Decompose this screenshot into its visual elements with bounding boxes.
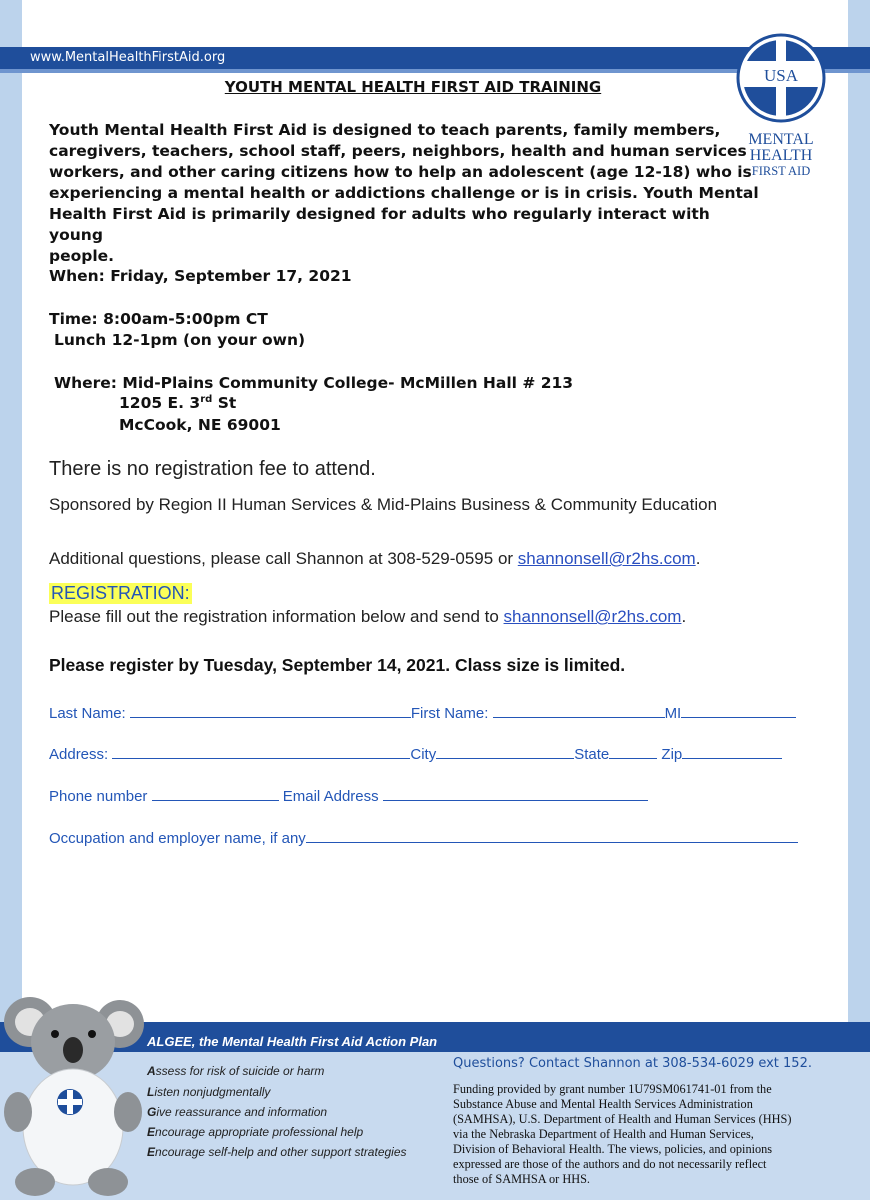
registration-instructions [49,607,686,627]
intro-line: people. [49,247,115,265]
street-ordinal: rd [200,394,213,405]
city-field[interactable] [436,744,574,759]
state-field[interactable] [609,744,657,759]
algee-step [147,1105,327,1119]
registration-end: . [681,607,687,626]
event-lunch: Lunch 12-1pm (on your own) [54,331,306,349]
logo-usa-text: USA [763,66,799,85]
algee-step [147,1085,270,1099]
algee-letter: E [147,1125,156,1139]
form-row-name [49,703,796,722]
address-label: Address: [49,746,109,763]
algee-letter: G [147,1105,157,1119]
event-date: When: Friday, September 17, 2021 [49,267,352,285]
email-label: Email Address [282,788,379,805]
website-url[interactable]: www.MentalHealthFirstAid.org [30,50,226,65]
logo-line-3: FIRST AID [751,164,811,178]
questions-end: . [695,549,701,568]
form-row-contact [49,786,648,805]
funding-line: via the Nebraska Department of Health and Human Services, [453,1127,754,1141]
algee-letter: L [147,1085,155,1099]
state-label: State [574,746,610,763]
registration-text: Please fill out the registration information below and send to [49,607,504,626]
funding-line: (SAMHSA), U.S. Department of Health and Human Services (HHS) [453,1112,792,1126]
last-name-label: Last Name: [49,705,126,722]
occupation-field[interactable] [306,828,798,843]
no-fee-notice: There is no registration fee to attend. [49,458,376,480]
registration-heading: REGISTRATION: [51,583,190,603]
mi-label: MI [664,705,682,722]
questions-line [49,549,700,569]
zip-field[interactable] [682,744,782,759]
funding-line: those of SAMHSA or HHS. [453,1172,590,1186]
algee-letter: A [147,1064,156,1078]
funding-line: Substance Abuse and Mental Health Services Administration [453,1097,753,1111]
funding-line: Funding provided by grant number 1U79SM061741-01 from the [453,1082,772,1096]
logo-line-2: HEALTH [749,147,813,164]
address-field[interactable] [112,744,410,759]
street-suffix: St [212,394,237,413]
intro-line: Health First Aid is primarily designed for adults who regularly interact with young [49,205,710,244]
algee-step [147,1145,407,1159]
funding-notice [453,1082,848,1187]
first-name-label: First Name: [410,705,489,722]
algee-title: ALGEE, the Mental Health First Aid Action Plan [147,1034,438,1049]
event-time: Time: 8:00am-5:00pm CT [49,310,268,328]
algee-text: ncourage appropriate professional help [155,1125,364,1139]
intro-paragraph [49,120,769,267]
registration-email-link[interactable]: shannonsell@r2hs.com [503,607,682,626]
event-city: McCook, NE 69001 [119,416,281,434]
funding-line: Division of Behavioral Health. The views, policies, and opinions [453,1142,773,1156]
intro-line: Youth Mental Health First Aid is designed to teach parents, family members, [49,121,721,139]
email-field[interactable] [383,786,648,801]
algee-step [147,1064,324,1078]
occupation-label: Occupation and employer name, if any [49,830,306,847]
algee-text: isten nonjudgmentally [154,1085,271,1099]
event-location: Where: Mid-Plains Community College- McMillen Hall # 213 [54,374,574,392]
mi-field[interactable] [681,703,796,718]
algee-step [147,1125,363,1139]
registration-deadline: Please register by Tuesday, September 14, 2021. Class size is limited. [49,655,626,675]
page-title: YOUTH MENTAL HEALTH FIRST AID TRAINING [224,78,602,96]
form-row-occupation [49,828,798,847]
intro-line: experiencing a mental health or addictions challenge or is in crisis. Youth Mental [49,184,759,202]
first-name-field[interactable] [493,703,665,718]
intro-line: workers, and other caring citizens how to help an adolescent (age 12-18) who is [49,163,752,181]
phone-field[interactable] [152,786,279,801]
questions-text: Additional questions, please call Shannon at 308-529-0595 or [49,549,518,568]
koala-mascot-image [0,992,145,1200]
intro-line: caregivers, teachers, school staff, peers, neighbors, health and human services [49,142,747,160]
form-row-address [49,744,782,763]
street-main: 1205 E. 3 [119,394,201,413]
event-street [119,394,236,412]
last-name-field[interactable] [130,703,411,718]
contact-email-link[interactable]: shannonsell@r2hs.com [517,549,696,568]
algee-letter: E [147,1145,156,1159]
sponsor-line: Sponsored by Region II Human Services & Mid-Plains Business & Community Education [49,495,718,514]
logo-line-1: MENTAL [748,131,814,148]
zip-label: Zip [661,746,683,763]
phone-label: Phone number [49,788,148,805]
algee-text: ncourage self-help and other support strategies [155,1145,407,1159]
footer-questions: Questions? Contact Shannon at 308-534-6029 ext 152. [453,1056,812,1071]
algee-text: ssess for risk of suicide or harm [155,1064,325,1078]
funding-line: expressed are those of the authors and do not necessarily reflect [453,1157,767,1171]
city-label: City [410,746,437,763]
algee-text: ive reassurance and information [156,1105,328,1119]
